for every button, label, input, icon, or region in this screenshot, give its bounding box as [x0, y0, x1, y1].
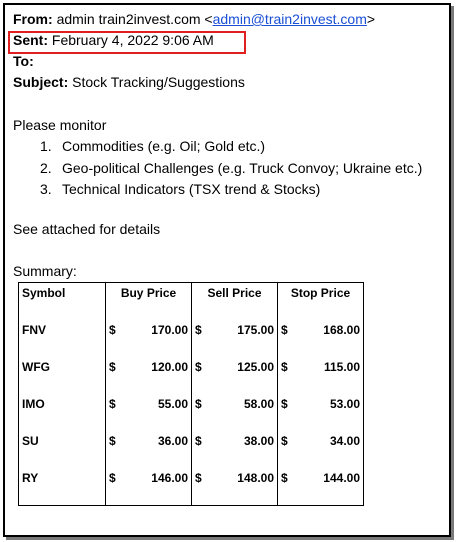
header-buy-price: Buy Price [106, 283, 192, 303]
symbol-cell: RY [19, 468, 106, 487]
summary-label: Summary: [13, 263, 77, 279]
list-item: 1. Commodities (e.g. Oil; Gold etc.) [40, 138, 266, 154]
intro-text: Please monitor [13, 117, 107, 133]
to-line [13, 53, 34, 69]
symbol-cell: FNV [19, 320, 106, 339]
table-row: RY $ 146.00 $ 148.00 $ 144.00 [19, 468, 364, 487]
buy-price-cell: 146.00 [151, 470, 188, 485]
from-close-bracket: > [366, 11, 376, 27]
buy-price-cell: 55.00 [157, 396, 188, 411]
header-stop-price: Stop Price [278, 283, 364, 303]
symbol-cell: WFG [19, 357, 106, 376]
stop-price-cell: 168.00 [323, 322, 360, 337]
table-row: WFG $ 120.00 $ 125.00 $ 115.00 [19, 357, 364, 376]
from-email-link[interactable]: admin@train2invest.com [212, 11, 367, 27]
stop-price-cell: 34.00 [329, 433, 360, 448]
from-open-bracket: < [204, 11, 213, 27]
sell-price-cell: 38.00 [243, 433, 274, 448]
from-line [13, 11, 375, 27]
table-row: SU $ 36.00 $ 38.00 $ 34.00 [19, 431, 364, 450]
subject-value: Stock Tracking/Suggestions [72, 74, 245, 90]
header-symbol: Symbol [19, 283, 106, 303]
sent-value: February 4, 2022 9:06 AM [51, 32, 214, 48]
buy-price-cell: 120.00 [151, 359, 188, 374]
table-header-row [19, 283, 364, 303]
buy-price-cell: 170.00 [151, 322, 188, 337]
from-label: From: [13, 11, 53, 27]
header-sell-price: Sell Price [192, 283, 278, 303]
sent-label: Sent: [13, 32, 48, 48]
subject-line [13, 74, 245, 90]
stop-price-cell: 53.00 [329, 396, 360, 411]
symbol-cell: IMO [19, 394, 106, 413]
sent-line [13, 32, 214, 48]
to-label: To: [13, 53, 34, 69]
sell-price-cell: 58.00 [243, 396, 274, 411]
table-row: FNV $ 170.00 $ 175.00 $ 168.00 [19, 320, 364, 339]
sell-price-cell: 175.00 [237, 322, 274, 337]
symbol-cell: SU [19, 431, 106, 450]
list-item: 2. Geo-political Challenges (e.g. Truck Convoy; Ukraine etc.) [40, 160, 423, 176]
sell-price-cell: 148.00 [237, 470, 274, 485]
from-name: admin train2invest.com [56, 11, 201, 27]
stop-price-cell: 144.00 [323, 470, 360, 485]
email-screenshot [3, 3, 451, 537]
subject-label: Subject: [13, 74, 69, 90]
list-item: 3. Technical Indicators (TSX trend & Stocks) [40, 181, 321, 197]
summary-table [18, 282, 364, 506]
buy-price-cell: 36.00 [157, 433, 188, 448]
sell-price-cell: 125.00 [237, 359, 274, 374]
attached-note: See attached for details [13, 221, 161, 237]
stop-price-cell: 115.00 [323, 359, 360, 374]
table-row: IMO $ 55.00 $ 58.00 $ 53.00 [19, 394, 364, 413]
